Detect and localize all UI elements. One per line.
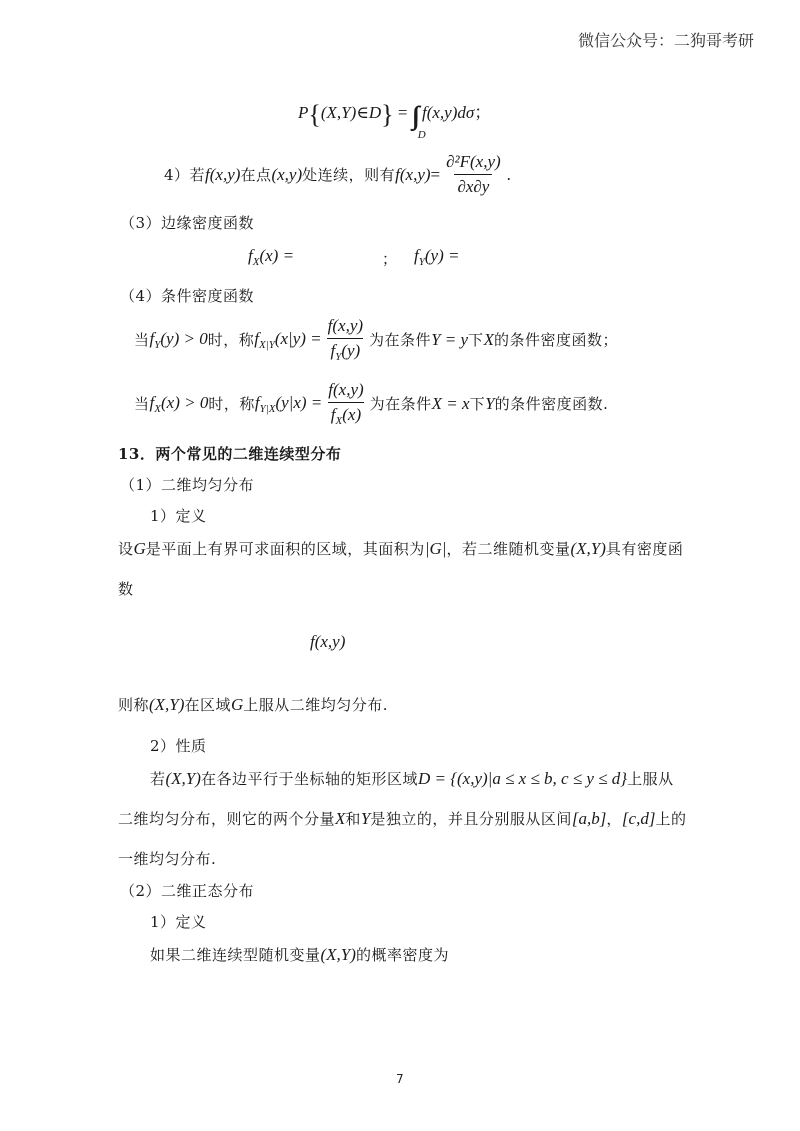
- definition-1-title: 1）定义: [150, 507, 207, 525]
- conditional-density-y-given-x: 当 $f_X(x) > 0$ 时，称 $f_{Y|X}(y|x)$ = $\frac{f(x,y)}{f_X(x)}$ 为在条件 X = x 下 Y 的条件密度函数.: [134, 380, 609, 427]
- partial-derivative-fraction: $\frac{\text{∂²F(x,y)}}{\partial x\partial y}$: [446, 152, 501, 196]
- definition-2-title: 1）定义: [150, 913, 207, 931]
- normal-definition: 如果二维连续型随机变量 (X,Y) 的概率密度为: [150, 944, 449, 964]
- conditional-density-x-given-y: 当 $f_Y(y) > 0$ 时，称 $f_{X|Y}(x|y)$ = $\frac{f(x,y)}{f_Y(y)}$ 为在条件 Y = y 下 X 的条件密度函数；: [134, 316, 618, 363]
- marginal-fy: $f_Y(y)$ =: [414, 246, 460, 268]
- uniform-definition-line1: 设 G 是平面上有界可求面积的区域，其面积为 |G| ，若二维随机变量 (X,Y) 具有密度函: [118, 538, 684, 558]
- property-line1: 若 (X,Y) 在各边平行于坐标轴的矩形区域 D = {(x,y)|a ≤ x ≤ b, c ≤ y ≤ d} 上服从: [150, 768, 674, 788]
- property-line2: 二维均匀分布，则它的两个分量 X 和 Y 是独立的，并且分别服从区间 [a,b] ， [c,d] 上的: [118, 808, 687, 828]
- page-number: 7: [396, 1072, 404, 1086]
- uniform-conclusion: 则称 (X,Y) 在区域 G 上服从二维均匀分布.: [118, 694, 389, 714]
- formula-probability: P{(X,Y)∈D} = ∫∫ D f(x,y)dσ；: [298, 100, 492, 141]
- section-4-title: （4）条件密度函数: [120, 287, 255, 305]
- uniform-density-formula: f(x,y): [310, 632, 346, 651]
- property-title: 2）性质: [150, 737, 207, 755]
- section-13-title: 13．两个常见的二维连续型分布: [118, 445, 342, 463]
- section-3-title: （3）边缘密度函数: [120, 214, 255, 232]
- subsection-normal-title: （2）二维正态分布: [120, 882, 255, 900]
- marginal-fx: $f_X(x)$ =: [248, 246, 295, 268]
- marginal-separator: ；: [382, 250, 398, 268]
- wechat-header: 微信公众号：二狗哥考研: [578, 31, 755, 50]
- uniform-definition-line2: 数: [118, 580, 134, 598]
- subsection-uniform-title: （1）二维均匀分布: [120, 476, 255, 494]
- item-4-continuity: 4）若 f(x,y) 在点 (x,y) 处连续，则有 f(x,y) = $\frac{\text{∂²F(x,y)}}{\partial x\partial y}$ .: [164, 152, 511, 196]
- property-line3: 一维均匀分布.: [118, 850, 217, 868]
